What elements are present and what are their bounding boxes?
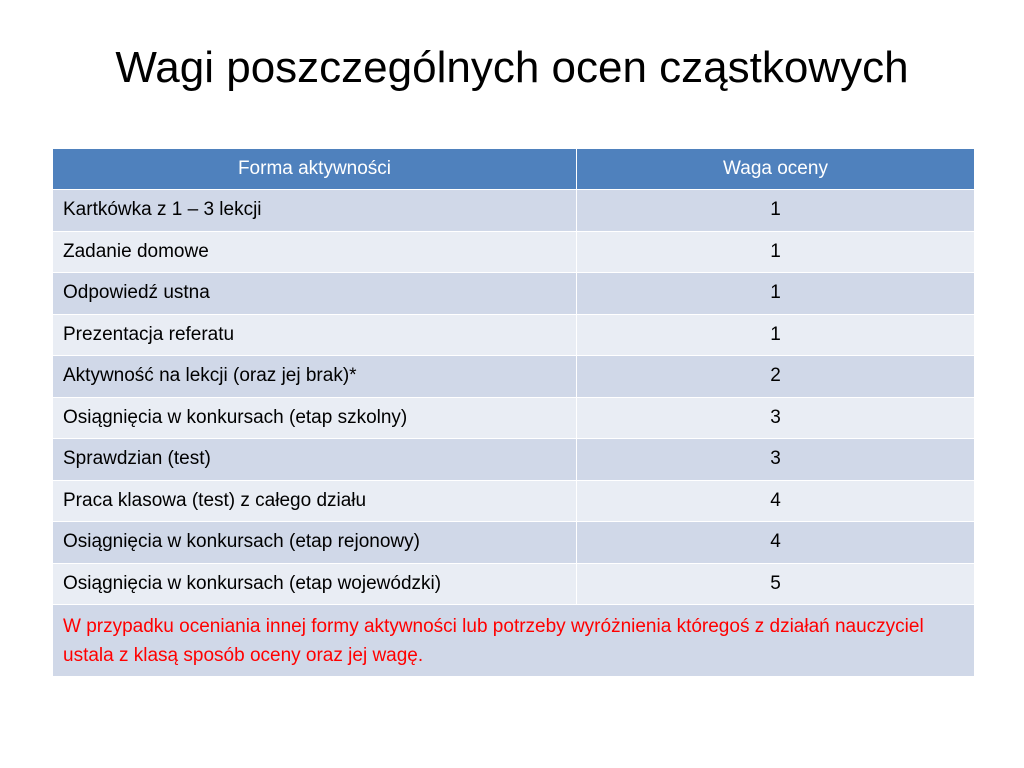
weight-cell: 3 [577, 439, 975, 481]
column-header-weight: Waga oceny [577, 149, 975, 190]
weight-cell: 4 [577, 522, 975, 564]
table-row [53, 563, 975, 605]
table-row [53, 231, 975, 273]
slide-title: Wagi poszczególnych ocen cząstkowych [115, 43, 909, 92]
weight-cell: 1 [577, 231, 975, 273]
table-note: W przypadku oceniania innej formy aktywności lub potrzeby wyróżnienia któregoś z działań nauczyciel ustala z klasą sposób oceny oraz jej wagę. [53, 605, 975, 677]
weight-cell: 1 [577, 273, 975, 315]
weight-cell: 1 [577, 314, 975, 356]
weight-cell: 2 [577, 356, 975, 398]
table-row [53, 273, 975, 315]
activity-cell: Odpowiedź ustna [53, 273, 577, 315]
table-note-row [53, 605, 975, 677]
weight-cell: 3 [577, 397, 975, 439]
table-row [53, 397, 975, 439]
activity-cell: Osiągnięcia w konkursach (etap rejonowy) [53, 522, 577, 564]
activity-cell: Kartkówka z 1 – 3 lekcji [53, 190, 577, 232]
table-row [53, 480, 975, 522]
activity-cell: Sprawdzian (test) [53, 439, 577, 481]
table-row [53, 439, 975, 481]
column-header-activity: Forma aktywności [53, 149, 577, 190]
activity-cell: Zadanie domowe [53, 231, 577, 273]
weight-cell: 4 [577, 480, 975, 522]
activity-cell: Praca klasowa (test) z całego działu [53, 480, 577, 522]
activity-cell: Osiągnięcia w konkursach (etap wojewódzki) [53, 563, 577, 605]
table-row [53, 190, 975, 232]
activity-cell: Prezentacja referatu [53, 314, 577, 356]
table-row [53, 522, 975, 564]
table-row [53, 314, 975, 356]
weight-cell: 1 [577, 190, 975, 232]
table-row [53, 356, 975, 398]
activity-cell: Osiągnięcia w konkursach (etap szkolny) [53, 397, 577, 439]
table-header-row [53, 149, 975, 190]
activity-cell: Aktywność na lekcji (oraz jej brak)* [53, 356, 577, 398]
grade-weights-table [52, 148, 975, 677]
weight-cell: 5 [577, 563, 975, 605]
